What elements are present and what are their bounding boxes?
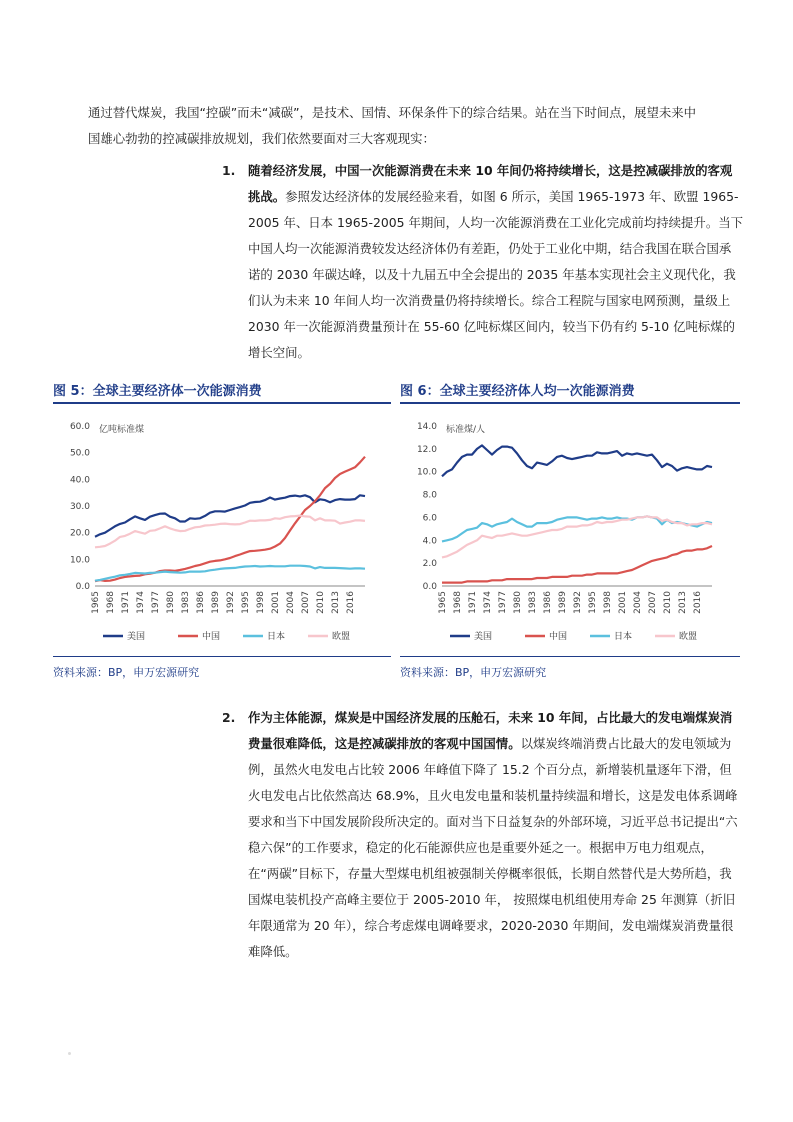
chart-1-x-tick: 2007: [648, 591, 658, 614]
chart-1-legend-label: 美国: [474, 632, 493, 642]
figure-6-chart: [400, 412, 740, 652]
item-2-bold: 作为主体能源，煤炭是中国经济发展的压舱石，未来 10 年间，占比最大的发电端煤炭消费量很难降低，这是控减碳排放的客观中国国情。: [248, 710, 733, 751]
item-2-paragraph: [248, 705, 743, 965]
chart-1-x-tick: 1992: [573, 591, 583, 614]
chart-0-y-tick: 0.0: [75, 582, 90, 592]
chart-1-y-tick: 8.0: [422, 490, 437, 501]
chart-0-x-tick: 1986: [196, 591, 206, 614]
chart-1-x-tick: 2004: [633, 591, 643, 614]
chart-0-x-tick: 1971: [121, 591, 131, 614]
chart-1-series-0-line: [442, 445, 712, 476]
chart-1-y-tick: 12.0: [416, 444, 437, 455]
figure-6-title: 图 6：全球主要经济体人均一次能源消费: [400, 384, 635, 399]
chart-0-legend-label: 日本: [267, 632, 286, 642]
chart-0-legend-label: 中国: [202, 632, 221, 642]
page-marker: [68, 1052, 71, 1055]
item-2-number: 2.: [222, 710, 236, 725]
chart-0-legend-label: 美国: [127, 632, 146, 642]
chart-1-y-tick: 4.0: [422, 536, 437, 547]
chart-1-legend-label: 日本: [614, 632, 633, 642]
chart-0-x-tick: 1965: [91, 591, 101, 614]
chart-1-y-tick: 6.0: [422, 513, 437, 524]
chart-0-x-tick: 1983: [181, 591, 191, 614]
figure-5-chart: [53, 412, 391, 652]
chart-0-x-tick: 2010: [316, 591, 326, 614]
chart-0-series-2-line: [95, 566, 365, 581]
chart-1-x-tick: 2016: [693, 591, 703, 614]
chart-0-x-tick: 1977: [151, 591, 161, 614]
chart-0-y-tick: 20.0: [69, 528, 90, 539]
chart-0-x-tick: 1998: [256, 591, 266, 614]
chart-0-x-tick: 1989: [211, 591, 221, 614]
chart-0-y-tick: 30.0: [69, 502, 90, 512]
chart-0-x-tick: 2001: [271, 591, 281, 614]
item-2-text: 以煤炭终端消费占比最大的发电领域为例，虽然火电发电占比较 2006 年峰值下降了 15.2 个百分点，新增装机量逐年下滑，但火电发电占比依然高达 68.9%，且火电发电量和装机量持续温和增长，这是发电体系调峰要求和当下中国发展阶段所决定的。面对当下日益复杂的外部环境，习近平总书记提出“六稳六保”的工作要求，稳定的化石能源供应也是重要外延之一。根据申万电力组观点，在“两碳”目标下，存量大型煤电机组被强制关停概率很低，长期自然替代是大势所趋，我国煤电装机投产高峰主要位于 2005-2010 年， 按照煤电机组使用寿命 25 年测算（折旧年限通常为 20 年），综合考虑煤电调峰要求，2020-2030 年期间，发电端煤炭消费量很难降低。: [248, 736, 738, 959]
chart-1-x-tick: 1986: [543, 591, 553, 614]
chart-1-x-tick: 1968: [453, 591, 463, 614]
chart-0-x-tick: 1974: [136, 591, 146, 614]
chart-0-series-1-line: [95, 457, 365, 582]
item-1-paragraph: [248, 158, 743, 366]
chart-1-x-tick: 1983: [528, 591, 538, 614]
chart-0-x-tick: 2013: [331, 591, 341, 614]
figure-6-bottom-rule: [400, 656, 740, 657]
figure-6-source: 资料来源：BP，申万宏源研究: [400, 666, 547, 679]
chart-1-x-tick: 1989: [558, 591, 568, 614]
figure-5-title: 图 5：全球主要经济体一次能源消费: [53, 384, 262, 399]
chart-1-y-tick: 2.0: [422, 559, 437, 570]
chart-1-x-tick: 1971: [468, 591, 478, 614]
chart-0-x-tick: 2004: [286, 591, 296, 614]
figure-6-top-rule: [400, 402, 740, 404]
chart-1-x-tick: 1965: [438, 591, 448, 614]
chart-0-y-tick: 10.0: [69, 555, 90, 566]
chart-0-unit-label: 亿吨标准煤: [99, 425, 145, 435]
item-1-text: 参照发达经济体的发展经验来看，如图 6 所示，美国 1965-1973 年、欧盟 1965-2005 年、日本 1965-2005 年期间，人均一次能源消费在工业化完成前均持续提升。当下中国人均一次能源消费较发达经济体仍有差距，仍处于工业化中期，结合我国在联合国承诺的 2030 年碳达峰，以及十九届五中全会提出的 2035 年基本实现社会主义现代化，我们认为未来 10 年间人均一次消费量仍将持续增长。综合工程院与国家电网预测，量级上 2030 年一次能源消费量预计在 55-60 亿吨标煤区间内，较当下仍有约 5-10 亿吨标煤的增长空间。: [248, 189, 743, 360]
chart-1-y-tick: 14.0: [416, 422, 437, 432]
chart-0-y-tick: 50.0: [69, 448, 90, 459]
chart-1-y-tick: 0.0: [422, 582, 437, 592]
chart-0-x-tick: 1980: [166, 591, 176, 614]
chart-0-series-3-line: [95, 516, 365, 548]
chart-1-x-tick: 2001: [618, 591, 628, 614]
chart-0-x-tick: 1968: [106, 591, 116, 614]
chart-0-x-tick: 2016: [346, 591, 356, 614]
chart-1-x-tick: 2010: [663, 591, 673, 614]
item-1-number: 1.: [222, 163, 236, 178]
figure-5-source: 资料来源：BP，申万宏源研究: [53, 666, 200, 679]
chart-0-y-tick: 40.0: [69, 475, 90, 486]
chart-1-legend-label: 中国: [549, 632, 568, 642]
chart-1-y-tick: 10.0: [416, 467, 437, 478]
item-1-bold: 随着经济发展，中国一次能源消费在未来 10 年间仍将持续增长，这是控减碳排放的客观挑战。: [248, 163, 733, 204]
chart-1-legend-label: 欧盟: [679, 632, 698, 642]
figure-5-top-rule: [53, 402, 391, 404]
chart-0-x-tick: 1995: [241, 591, 251, 614]
chart-1-unit-label: 标准煤/人: [446, 425, 486, 435]
chart-1-series-1-line: [442, 546, 712, 583]
intro-paragraph: 通过替代煤炭，我国“控碳”而未“减碳”，是技术、国情、环保条件下的综合结果。站在当下时间点，展望未来中国雄心勃勃的控减碳排放规划，我们依然要面对三大客观现实：: [88, 105, 697, 146]
chart-1-x-tick: 1980: [513, 591, 523, 614]
chart-0-legend-label: 欧盟: [332, 632, 351, 642]
chart-0-y-tick: 60.0: [69, 422, 90, 432]
chart-1-x-tick: 1974: [483, 591, 493, 614]
chart-1-x-tick: 1995: [588, 591, 598, 614]
chart-1-x-tick: 1977: [498, 591, 508, 614]
figure-5-bottom-rule: [53, 656, 391, 657]
chart-1-series-2-line: [442, 516, 712, 541]
chart-1-x-tick: 2013: [678, 591, 688, 614]
chart-1-x-tick: 1998: [603, 591, 613, 614]
chart-0-x-tick: 2007: [301, 591, 311, 614]
chart-0-x-tick: 1992: [226, 591, 236, 614]
